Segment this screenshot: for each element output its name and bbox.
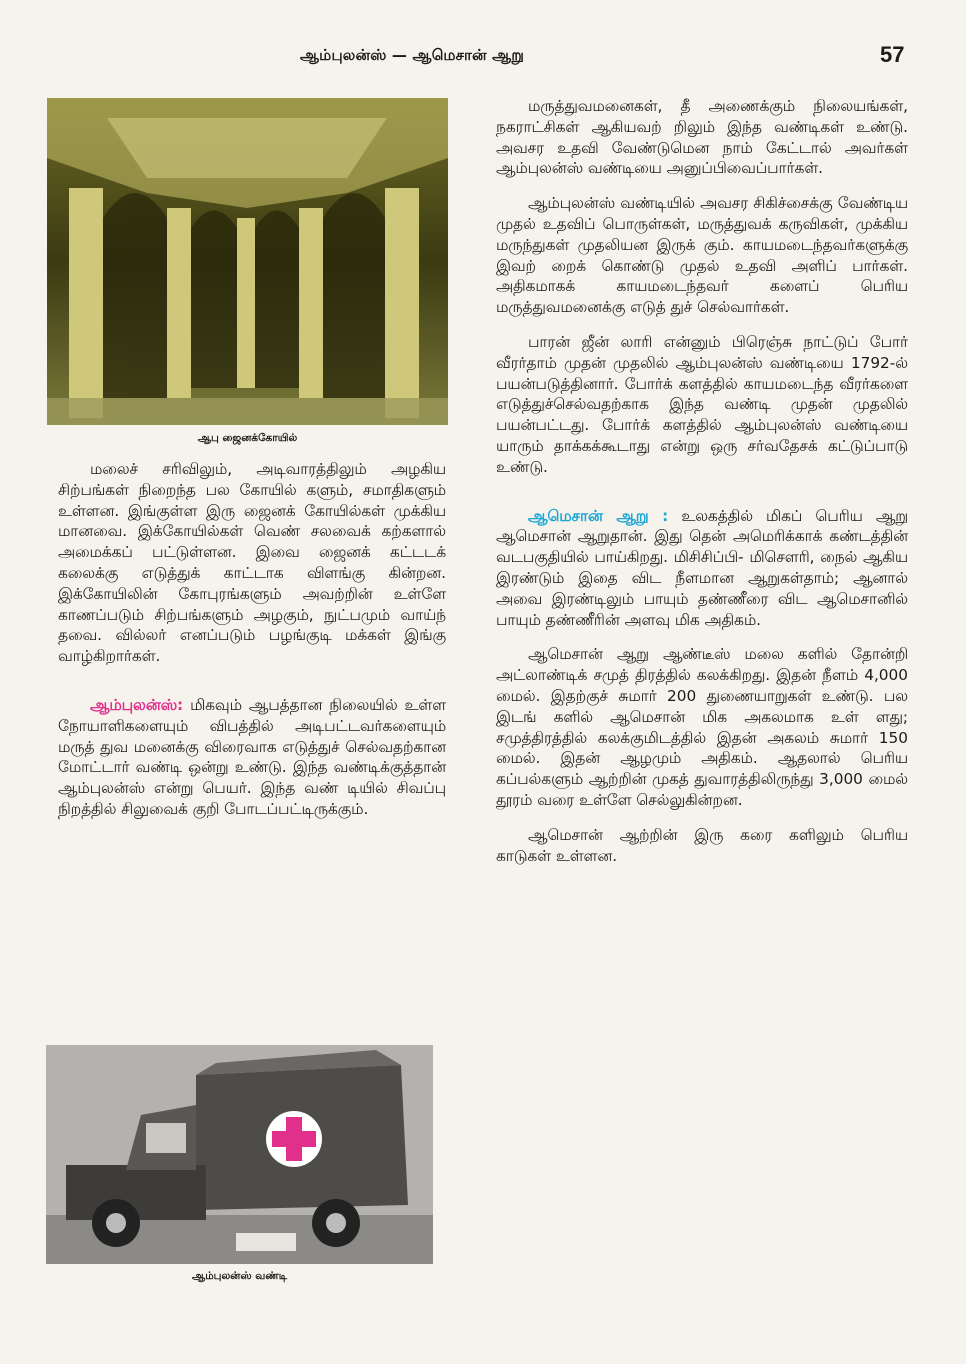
- paragraph: பாரன் ஜீன் லாரி என்னும் பிரெஞ்சு நாட்டுப் போர் வீரர்தாம் முதன் முதலில் ஆம்புலன்ஸ் வண்டியை 1792-ல் பயன்படுத்தினார். போர்க் களத்தில் காயமடைந்த வீரர்களை எடுத்துச்செல்வதற்காக இந்த வண்டி முதன் முதலில் பயன்பட்டது. போர்க் களத்தில் ஆம்புலன்ஸ் வண்டியை யாரும் தாக்கக்கூடாது என்று ஒரு சர்வதேசக் கட்டுப்பாடு உண்டு.: [496, 332, 908, 476]
- temple-photo-caption: ஆபு ஜைனக்கோயில்: [197, 432, 298, 444]
- paragraph: மருத்துவமனைகள், தீ அணைக்கும் நிலையங்கள், நகராட்சிகள் ஆகியவற் றிலும் இந்த வண்டிகள் உண்டு. அவசர உதவி வேண்டுமென நாம் கேட்டால் அவர்கள் ஆம்புலன்ஸ் வண்டியை அனுப்பிவைப்பார்கள்.: [496, 97, 908, 178]
- paragraph: ஆம்புலன்ஸ் வண்டியில் அவசர சிகிச்சைக்கு வேண்டிய முதல் உதவிப் பொருள்கள், மருத்துவக் கருவிகள், முக்கிய மருந்துகள் முதலியன இருக் கும். காயமடைந்தவர்களுக்கு இவற் றைக் கொண்டு முதல் உதவி அளிப் பார்கள். அதிகமாகக் காயமடைந்தவர் களைப் பெரிய மருத்துவமனைக்கு எடுத் துச் செல்வார்கள்.: [496, 194, 908, 317]
- right-column: [496, 96, 908, 866]
- section-heading-ambulance: ஆம்புலன்ஸ்:: [90, 695, 184, 714]
- paragraph: ஆமெசான் ஆற்றின் இரு கரை களிலும் பெரிய காடுகள் உள்ளன.: [496, 825, 908, 865]
- paragraph: மலைச் சரிவிலும், அடிவாரத்திலும் அழகிய சிற்பங்கள் நிறைந்த பல கோயில் களும், சமாதிகளும் உள்ளன. இங்குள்ள இரு ஜைனக் கோயில்கள் முக்கிய மானவை. இக்கோயில்கள் வெண் சலவைக் கற்களால் அமைக்கப் பட்டுள்ளன. இவை ஜைனக் கட்டடக் கலைக்கு எடுத்துக் காட்டாக விளங்கு கின்றன. இக்கோயிலின் கோபுரங்களும் அவற்றின் உள்ளே காணப்படும் சிற்பங்களும் அழகும், நுட்பமும் வாய்ந் தவை. வில்லர் எனப்படும் பழங்குடி மக்கள் இங்கு வாழ்கிறார்கள்.: [58, 460, 446, 666]
- temple-photo: [47, 98, 448, 425]
- page-number: 57: [880, 42, 905, 67]
- paragraph-body: மிகவும் ஆபத்தான நிலையில் உள்ள நோயாளிகளையும் விபத்தில் அடிபட்டவர்களையும் மருத் துவ மனைக்கு விரைவாக எடுத்துச் செல்வதற்கான மோட்டார் வண்டி ஒன்று உண்டு. இந்த வண்டிக்குத்தான் ஆம்புலன்ஸ் என்று பெயர். இந்த வண் டியில் சிவப்பு நிறத்தில் சிலுவைக் குறி போடப்பட்டிருக்கும்.: [58, 695, 446, 818]
- left-column: [58, 459, 446, 820]
- paragraph-body: உலகத்தில் மிகப் பெரிய ஆறு ஆமெசான் ஆறுதான். இது தென் அமெரிக்காக் கண்டத்தின் வடபகுதியில் பாய்கிறது. மிசிசிப்பி- மிசௌரி, நைல் ஆகிய இரண்டும் இதை விட நீளமான ஆறுகள்தாம்; ஆனால் அவை இரண்டிலும் பாயும் தண்ணீரை விட ஆமெசானில் பாயும் தண்ணீரின் அளவு மிக அதிகம்.: [496, 506, 908, 629]
- temple-photo-illustration: [47, 98, 448, 425]
- ambulance-photo-illustration: [46, 1045, 433, 1264]
- paragraph-amazon: [496, 506, 908, 631]
- ambulance-photo: [46, 1045, 433, 1264]
- section-heading-amazon: ஆமெசான் ஆறு :: [528, 506, 669, 525]
- running-header-title: ஆம்புலன்ஸ் — ஆமெசான் ஆறு: [300, 46, 525, 64]
- ambulance-photo-caption: ஆம்புலன்ஸ் வண்டி: [191, 1270, 288, 1282]
- paragraph: ஆமெசான் ஆறு ஆண்டீஸ் மலை களில் தோன்றி அட்லாண்டிக் சமுத் திரத்தில் கலக்கிறது. இதன் நீளம் 4,000 மைல். இதற்குச் சுமார் 200 துணையாறுகள் உண்டு. பல இடங் களில் ஆமெசான் மிக அகலமாக உள் ளது; சமுத்திரத்தில் கலக்குமிடத்தில் இதன் அகலம் சுமார் 150 மைல். இதன் ஆழமும் அதிகம். ஆதலால் பெரிய கப்பல்களும் ஆற்றின் முகத் துவாரத்திலிருந்து 3,000 மைல் தூரம் வரை உள்ளே செல்லுகின்றன.: [496, 645, 908, 809]
- paragraph-ambulance: [58, 695, 446, 820]
